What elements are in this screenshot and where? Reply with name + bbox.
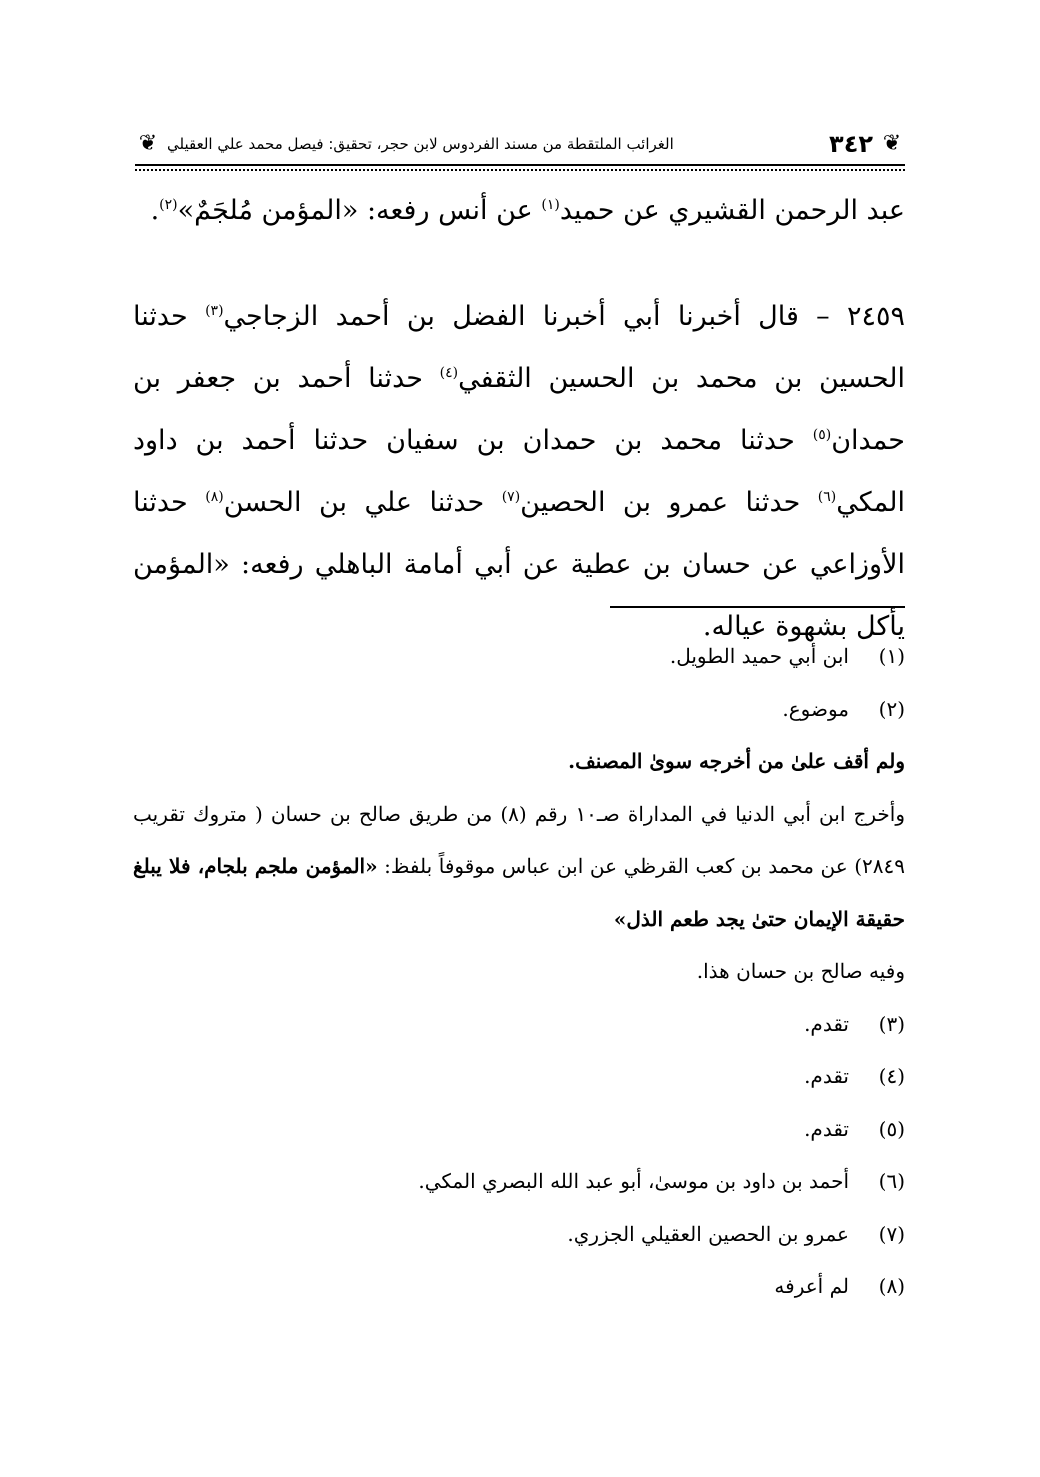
footnote-2-note: ولم أقف علىٰ من أخرجه سوىٰ المصنف. [568, 749, 905, 773]
footnote-5 [133, 1103, 905, 1156]
footnote-number: (٣) [878, 1011, 905, 1036]
header-title: الغرائب الملتقطة من مسند الفردوس لابن حجر، تحقيق: فيصل محمد علي العقيلي [167, 135, 674, 153]
footnote-2-remark: وفيه صالح بن حسان هذا. [696, 959, 905, 983]
footnote-number: (٦) [878, 1169, 905, 1193]
footnote-number: (٢) [878, 696, 905, 721]
footnote-text: لم أعرفه [774, 1274, 849, 1298]
footnote-2-source: وأخرج ابن أبي الدنيا في المداراة صـ١٠ رقم (٨) من طريق صالح بن حسان ( متروك تقريب ٢٨٤٩) عن محمد بن كعب القرظي عن ابن عباس موقوفاً بلفظ: «المؤمن ملجم بلجام، فلا يبلغ حقيقة الإيمان حتىٰ يجد طعم الذل» [133, 801, 906, 931]
ornament-icon: ❦ [138, 131, 158, 156]
footnote-7 [133, 1208, 905, 1261]
footnote-number: (٥) [878, 1116, 905, 1141]
footnote-text: تقدم. [804, 1116, 849, 1141]
footnote-ref: (٧) [501, 489, 521, 505]
ornament-icon: ❦ [882, 131, 902, 156]
footnote-number: (٧) [878, 1221, 905, 1246]
footnote-number: (٨) [878, 1274, 905, 1298]
paragraph-1: عبد الرحمن القشيري عن حميد$^{(١)}$ عن أنس رفعه: «المؤمن مُلجَمٌ»$^{(٢)}$. [150, 195, 905, 226]
paragraph-2459: ٢٤٥٩ – قال أخبرنا أبي أخبرنا الفضل بن أحمد الزجاجي$^{(٣)}$ حدثنا الحسين بن محمد بن الحسين الثقفي$^{(٤)}$ حدثنا أحمد بن جعفر بن حمدان$^{(٥)}$ حدثنا محمد بن حمدان بن سفيان حدثنا أحمد بن داود المكي$^{(٦)}$ حدثنا عمرو بن الحصين$^{(٧)}$ حدثنا علي بن الحسن$^{(٨)}$ حدثنا الأوزاعي عن حسان بن عطية عن أبي أمامة الباهلي رفعه: «المؤمن يأكل بشهوة عياله. [133, 301, 906, 642]
footnote-separator [610, 606, 905, 608]
header-content [161, 130, 879, 158]
footnote-6 [133, 1155, 905, 1208]
header-rule-dotted [135, 169, 905, 171]
page-number: ٣٤٢ [829, 130, 873, 158]
main-text [133, 180, 905, 658]
header-rule [135, 164, 905, 166]
running-header [135, 126, 905, 162]
footnote-text: أحمد بن داود بن موسىٰ، أبو عبد الله البصري المكي. [418, 1169, 849, 1193]
footnote-ref: (١) [541, 197, 560, 213]
footnote-ref: (٨) [205, 489, 224, 505]
footnote-1 [133, 630, 905, 683]
footnote-ref: (٢) [159, 197, 178, 213]
footnote-text: موضوع. [782, 696, 849, 721]
footnote-number: (٤) [878, 1064, 905, 1088]
footnotes [133, 630, 905, 1313]
footnote-ref: (٤) [439, 365, 459, 381]
footnote-text: ابن أبي حميد الطويل. [669, 644, 849, 668]
footnote-4 [133, 1050, 905, 1103]
footnote-ref: (٦) [817, 489, 837, 505]
footnote-ref: (٥) [812, 427, 832, 443]
footnote-ref: (٣) [205, 303, 224, 319]
footnote-number: (١) [878, 644, 905, 668]
footnote-text: عمرو بن الحصين العقيلي الجزري. [567, 1221, 849, 1246]
footnote-text: تقدم. [804, 1064, 849, 1088]
quoted-text: «المؤمن ملجم بلجام، فلا يبلغ حقيقة الإيمان حتىٰ يجد طعم الذل» [133, 854, 905, 931]
footnote-3 [133, 998, 905, 1051]
footnote-2 [133, 683, 905, 736]
footnote-text: تقدم. [804, 1011, 849, 1036]
footnote-8 [133, 1260, 905, 1313]
